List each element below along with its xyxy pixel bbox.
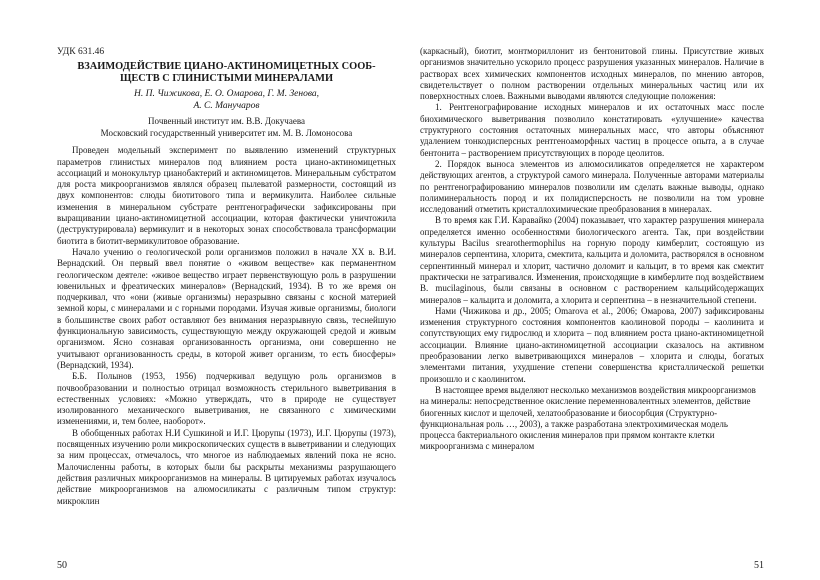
affiliation-2: Московский государственный университет им. М. В. Ломоносова bbox=[100, 127, 353, 138]
body-paragraph: Начало учению о геологической роли организмов положил в начале XX в. В.И. Вернадский. Он первый ввел понятие о «живом веществе» как перманентном геологическом деятеле: «живое вещество играет первенствующую роль в разрушении ювенильных и фреатических минералов» (Вернадский, 1934). В то же время он подчеркивал, что «они (живые организмы) неразрывно связаны с косной материей земной коры, с минералами и с горными породами. Изучая живые организмы, биологи в большинстве своих работ оставляют без внимания неразрывную связь, теснейшую функциональную зависимость, существующую между окружающей средой и живым организмом. Ясно сознавая организованность организма, они совершенно не учитывают организованность среды, в которой живет организм, то есть биосферы» (Вернадский, 1934). bbox=[57, 246, 396, 370]
body-paragraph-continued: (каркасный), биотит, монтмориллонит из бентонитовой глины. Присутствие живых организмов значительно ускорило процесс разрушения указанных минералов. Наличие в растворах всех химических компонентов исходных минералов, по мнению авторов, свидетельствует о полном растворении отдельных минеральных частиц или их поверхностных слоев. Важными выводами являются следующие положения: bbox=[420, 46, 764, 102]
affiliation-1: Почвенный институт им. В.В. Докучаева bbox=[148, 116, 305, 127]
article-title bbox=[57, 61, 396, 85]
conclusion-item-1: 1. Рентгенографирование исходных минералов и их остаточных масс после биохимического выветривания позволило констатировать «улучшение» качества структурного состояния остаточных минеральных масс, что авторы объясняют удалением тонкодисперсных рентгеноаморфных частиц в процессе опыта, а в случае бентонита – растворением присутствующих в породе цеолитов. bbox=[420, 102, 764, 158]
left-page bbox=[0, 0, 408, 580]
authors-line-2: А. С. Манучаров bbox=[193, 100, 260, 111]
body-paragraph: Б.Б. Полынов (1953, 1956) подчеркивал ведущую роль организмов в почвообразовании и полностью отрицал возможность стерильного выветривания в естественных условиях: «Можно утверждать, что в природе не существует изолированного механического выветривания, не связанного с химическими изменениями, и, тем более, наоборот». bbox=[57, 371, 396, 427]
body-paragraph: Нами (Чижикова и др., 2005; Omarova et al., 2006; Омарова, 2007) зафиксированы изменения структурного состояния компонентов каолиновой породы – каолинита и сопутствующих ему гидрослюд и хлорита – под влиянием роста циано-актиномицетной ассоциации. Влияние циано-актиномицетной ассоциации сказалось на активном преобразовании легко выветривающихся минералов – хлорита и слюды, богатых элементами питания, ухудшение степени совершенства кристаллической решетки произошло и с каолинитом. bbox=[420, 305, 764, 384]
body-paragraph: В то время как Г.И. Каравайко (2004) показывает, что характер разрушения минерала определяется именно особенностями биологического агента. Так, при воздействии культуры Bacilus srearothermophilus на горную породу кимберлит, состоящую из минералов серпентина, хлорита, смектита, кальцита и доломита, растворялся в основном серпентинный минерал и хлорит, частично доломит и кальцит, в то время как смектит практически не затрагивался. Изменения, происходящие в кимберлите под воздействием B. mucilaginous, были связаны в основном с растворением кальцийсодержащих минералов – кальцита и доломита, а хлорита и серпентина – в незначительной степени. bbox=[420, 215, 764, 305]
body-paragraph: В настоящее время выделяют несколько механизмов воздействия микроорганизмов на минералы: непосредственное окисление переменновалентных элементов, действие биогенных кислот и щелочей, хелатообразование и биосорбция (Структурно-функциональная роль …, 2003), а также разработана электрохимическая модель процесса бактериального окисления минералов при прямом контакте клетки микроорганизма с минералом bbox=[420, 384, 756, 452]
abstract-paragraph: Проведен модельный эксперимент по выявлению изменений структурных параметров глинистых минералов под влиянием роста циано-актиномицетных ассоциаций и монокультур цианобактерий и актиномицетов. Минеральным субстратом для роста микроорганизмов являлся образец пылеватой размерности, состоящий из двух компонентов: слюды биотитового типа и вермикулита. Наиболее сильные изменения в минеральном субстрате рентгенографически зафиксированы при выращивании циано-актиномицетной ассоциации, которая фактически уничтожила (деструктурировала) вермикулит и в некоторых зонах способствовала трансформации биотита в биотит-вермикулитовое образование. bbox=[57, 145, 396, 246]
page-number-left: 50 bbox=[57, 560, 67, 571]
right-page bbox=[410, 0, 820, 580]
conclusion-item-2: 2. Порядок выноса элементов из алюмосиликатов определяется не характером действующих агентов, а структурой самого минерала. Полученные авторами материалы по рентгенографированию минералов позволили им сделать важные выводы, однако полиминеральность пород и их полидисперсность не позволили на том уровне исследований отметить кристаллохимические преобразования в минералах. bbox=[420, 158, 764, 215]
udc-code: УДК 631.46 bbox=[57, 47, 105, 57]
page-number-right: 51 bbox=[754, 560, 764, 571]
authors bbox=[57, 89, 396, 112]
body-paragraph: В обобщенных работах Н.И Сушкиной и И.Г. Цюрупы (1973), И.Г. Цюрупы (1973), посвященных изучению роли микроскопических существ в выветривании и следующих за ним процессах, отмечалось, что многое из наблюдаемых явлений пока не ясно. Малочисленны работы, в которых были бы раскрыты механизмы разрушающего действия различных микроорганизмов на минералы. В цитируемых работах изучалось действие микроорганизмов на алюмосиликаты с различным типом структур: микроклин bbox=[57, 427, 396, 506]
authors-line-1: Н. П. Чижикова, Е. О. Омарова, Г. М. Зенова, bbox=[133, 89, 320, 100]
title-line-2: ЩЕСТВ С ГЛИНИСТЫМИ МИНЕРАЛАМИ bbox=[119, 73, 334, 85]
title-line-1: ВЗАИМОДЕЙСТВИЕ ЦИАНО-АКТИНОМИЦЕТНЫХ СООБ- bbox=[77, 61, 376, 73]
